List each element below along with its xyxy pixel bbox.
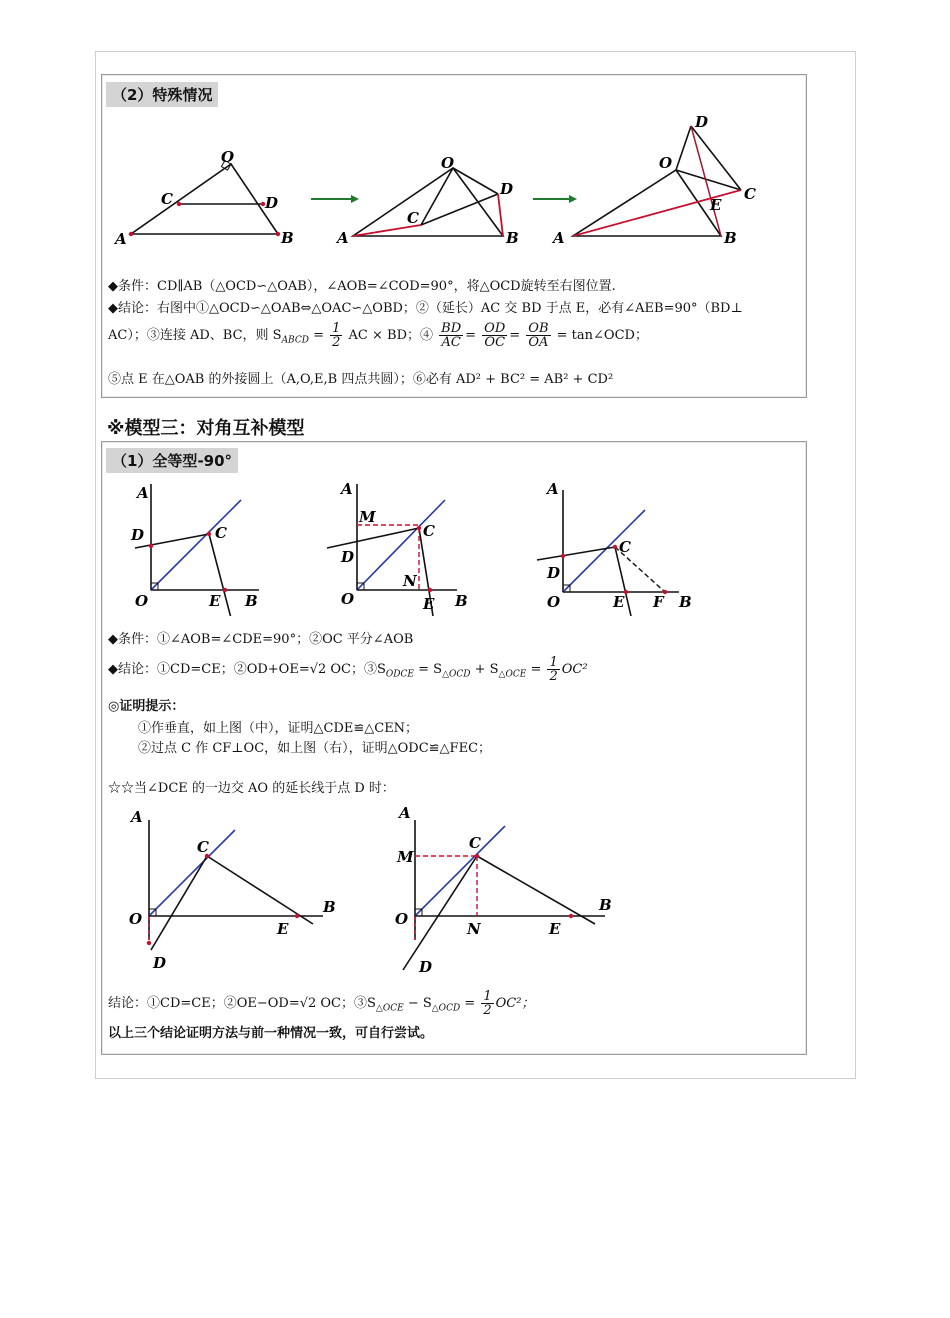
h1-label-o: O: [129, 910, 143, 928]
figure-1: [113, 148, 294, 248]
f3-label-a: A: [553, 229, 565, 247]
figure-g2: [327, 480, 468, 616]
figure-h1: [129, 808, 336, 972]
f2-label-o: O: [441, 154, 455, 172]
figure-g3: [537, 480, 692, 616]
frac-half-3: $\frac{1}{2}$: [483, 989, 492, 1018]
arrow-1: [311, 195, 359, 203]
frac-half-2: $\frac{1}{2}$: [549, 655, 558, 684]
f1-label-o: O: [221, 148, 235, 166]
g2-label-o: O: [341, 590, 355, 608]
f1-label-d: D: [265, 194, 279, 212]
f2-label-b: B: [506, 229, 519, 247]
frac-od-oc: $\frac{OD}{OC}$: [484, 321, 506, 350]
g2-label-a: A: [341, 480, 353, 498]
g3-label-b: B: [679, 593, 692, 611]
proof-hint-1: ①作垂直，如上图（中），证明△CDE≌△CEN；: [138, 721, 419, 736]
frac-half: $\frac{1}{2}$: [332, 321, 341, 350]
g2-label-n: N: [403, 572, 417, 590]
figure-h2: [395, 804, 612, 976]
figure-3: [551, 113, 756, 247]
congruent-conclusion-1: ◆结论：①CD=CE；②OD+OE=√2 OC；$③S_{ODCE} = S_{\triangle OCD} + S_{\triangle OCE}$ = $\frac{1}{2}$ OC²: [108, 655, 588, 684]
h1-label-c: C: [197, 838, 209, 856]
f3-label-e: E: [710, 196, 722, 214]
h1-label-e: E: [277, 920, 289, 938]
special-condition: ◆条件：CD∥AB（△OCD∽△OAB），∠AOB=∠COD=90°，将△OCD旋转至右图位置.: [108, 279, 616, 294]
special-case-figures: [101, 110, 805, 260]
f2-label-c: C: [407, 209, 419, 227]
h2-label-b: B: [599, 896, 612, 914]
figure-2: [335, 154, 519, 247]
proof-hint-2: ②过点 C 作 CF⊥OC，如上图（右），证明△ODC≌△FEC；: [138, 741, 492, 756]
star-case-line: ☆☆当∠DCE 的一边交 AO 的延长线于点 D 时：: [108, 781, 395, 796]
h1-label-b: B: [323, 898, 336, 916]
proof-hint-title: ◎证明提示：: [108, 699, 185, 714]
h2-label-c: C: [469, 834, 481, 852]
g2-label-e: E: [423, 595, 435, 613]
final-note: 以上三个结论证明方法与前一种情况一致，可自行尝试。: [108, 1026, 434, 1041]
congruent-figures-row1: [101, 476, 805, 616]
congruent-figures-row2: [101, 800, 805, 976]
f1-label-c: C: [161, 190, 173, 208]
section-tag-congruent: （1）全等型-90°: [106, 448, 238, 473]
g3-label-d: D: [547, 564, 561, 582]
h1-label-a: A: [131, 808, 143, 826]
frac-ob-oa: $\frac{OB}{OA}$: [528, 321, 549, 350]
g3-label-c: C: [619, 538, 631, 556]
special-conclusion-line1: ◆结论：右图中①△OCD∽△OAB⇔△OAC∽△OBD；②（延长）AC 交 BD 于点 E，必有∠AEB=90°（BD⊥: [108, 301, 743, 316]
f2-label-a: A: [337, 229, 349, 247]
g3-label-o: O: [547, 593, 561, 611]
h2-label-e: E: [549, 920, 561, 938]
g2-label-b: B: [455, 592, 468, 610]
arrow-2: [533, 195, 577, 203]
g1-label-o: O: [135, 592, 149, 610]
g1-label-c: C: [215, 524, 227, 542]
section-tag-special: （2）特殊情况: [106, 82, 218, 107]
congruent-condition: ◆条件：①∠AOB=∠CDE=90°；②OC 平分∠AOB: [108, 632, 414, 647]
h2-label-n: N: [467, 920, 481, 938]
g3-label-e: E: [613, 593, 625, 611]
g1-label-d: D: [131, 526, 145, 544]
frac-bd-ac: $\frac{BD}{AC}$: [441, 321, 462, 350]
h2-label-o: O: [395, 910, 409, 928]
f3-label-c: C: [744, 185, 756, 203]
special-conclusion-line3: ⑤点 E 在△OAB 的外接圆上（A,O,E,B 四点共圆）；⑥必有 AD² + BC² = AB² + CD²: [108, 372, 614, 387]
g1-label-a: A: [137, 484, 149, 502]
h2-label-a: A: [399, 804, 411, 822]
star-conclusion: 结论：①CD=CE；②OE−OD=√2 OC；$③S_{\triangle OCE} - S_{\triangle OCD}$ = $\frac{1}{2}$ OC²；: [108, 989, 535, 1018]
g1-label-b: B: [245, 592, 258, 610]
h2-label-d: D: [419, 958, 433, 976]
special-conclusion-line2: AC）；③连接 AD、BC，则 $S_{ABCD}$ = $\frac{1}{2}$ AC × BD；④ $\frac{BD}{AC}$ = $\frac{OD}{OC}$ = $\frac{OB}{OA}$ = tan∠OCD；: [108, 321, 648, 350]
model-three-heading: ※模型三：对角互补模型: [107, 418, 305, 439]
f1-label-b: B: [281, 229, 294, 247]
g1-label-e: E: [209, 592, 221, 610]
g2-label-m: M: [359, 508, 376, 526]
f2-label-d: D: [500, 180, 514, 198]
h1-label-d: D: [153, 954, 167, 972]
f3-label-b: B: [724, 229, 737, 247]
g3-label-f: F: [653, 593, 664, 611]
h2-label-m: M: [397, 848, 414, 866]
f3-label-d: D: [695, 113, 709, 131]
f3-label-o: O: [659, 154, 673, 172]
g2-label-c: C: [423, 522, 435, 540]
figure-g1: [130, 484, 259, 616]
g3-label-a: A: [547, 480, 559, 498]
f1-label-a: A: [115, 230, 127, 248]
g2-label-d: D: [341, 548, 355, 566]
